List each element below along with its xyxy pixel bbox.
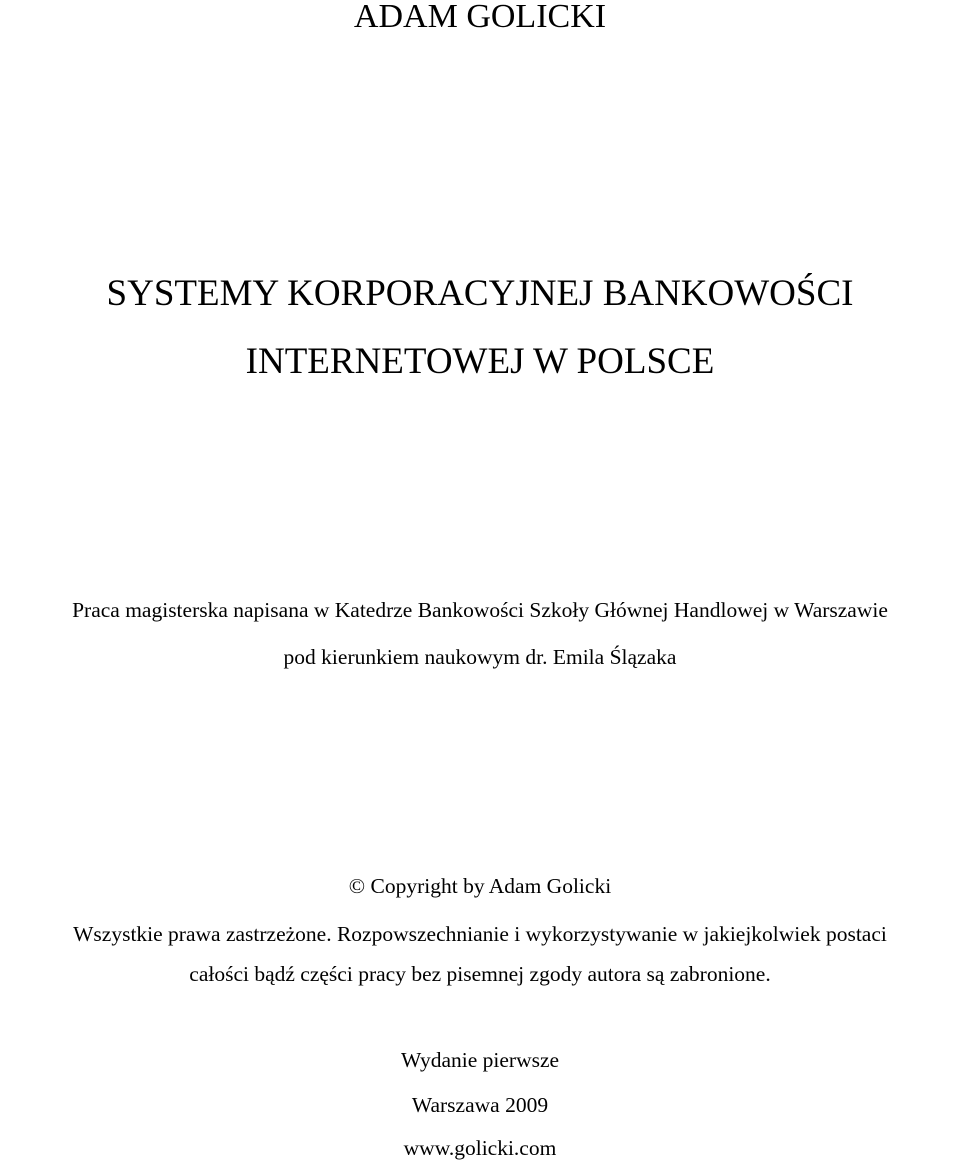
- thesis-description-line-2: pod kierunkiem naukowym dr. Emila Ślązaka: [283, 645, 677, 669]
- rights-notice-line-2: całości bądź części pracy bez pisemnej zgody autora są zabronione.: [189, 962, 771, 986]
- website-address: www.golicki.com: [403, 1136, 557, 1160]
- place-and-year: Warszawa 2009: [411, 1093, 549, 1117]
- thesis-title-line-2: INTERNETOWEJ W POLSCE: [245, 341, 715, 382]
- rights-notice-line-1: Wszystkie prawa zastrzeżone. Rozpowszechnianie i wykorzystywanie w jakiejkolwiek postaci: [73, 922, 887, 946]
- edition-label: Wydanie pierwsze: [400, 1048, 560, 1072]
- thesis-description-line-1: Praca magisterska napisana w Katedrze Bankowości Szkoły Głównej Handlowej w Warszawie: [72, 598, 888, 622]
- thesis-title-line-1: SYSTEMY KORPORACYJNEJ BANKOWOŚCI: [106, 273, 854, 314]
- copyright-notice: © Copyright by Adam Golicki: [348, 874, 612, 898]
- author-name: ADAM GOLICKI: [353, 0, 607, 35]
